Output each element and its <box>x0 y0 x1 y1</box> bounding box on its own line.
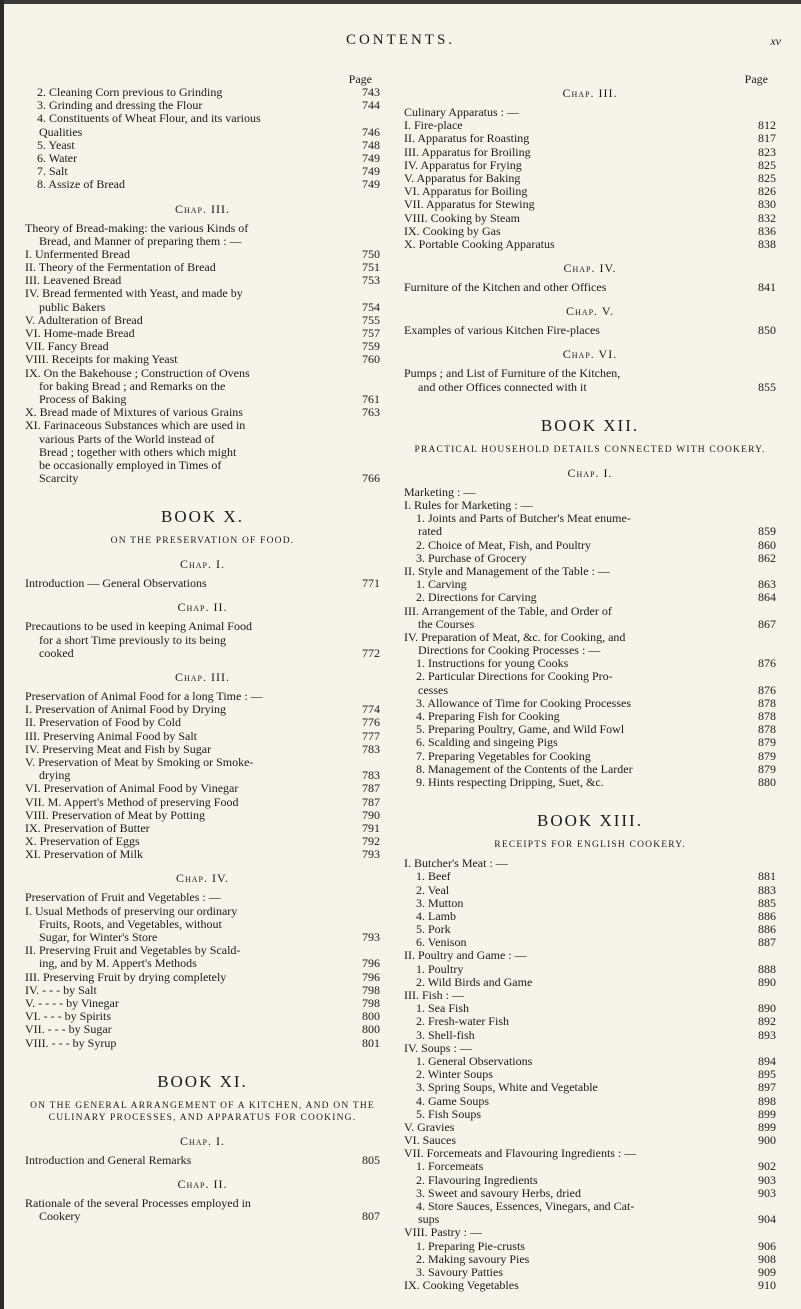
page-title: CONTENTS. <box>345 32 456 48</box>
toc-entry-title: Introduction — General Observations <box>25 576 207 591</box>
chapter-heading: Chap. III. <box>175 670 230 684</box>
toc-entry-title: Qualities <box>39 124 83 139</box>
toc-entry-page: 903 <box>758 1185 776 1200</box>
book-title: BOOK XIII. <box>537 811 643 831</box>
toc-entry-page: 772 <box>362 645 380 660</box>
page-column-label: Page <box>348 72 372 86</box>
toc-entry-page: 878 <box>758 709 776 723</box>
toc-entry-title: 3. Purchase of Grocery <box>416 550 527 565</box>
toc-entry-page: 903 <box>758 1172 776 1187</box>
toc-entry-page: 744 <box>362 98 380 113</box>
book-title: BOOK X. <box>161 507 244 527</box>
toc-group <box>25 620 380 660</box>
toc-entry-title: V. Gravies <box>404 1119 455 1134</box>
toc-entry-page: 774 <box>362 702 380 717</box>
toc-entry-page: 825 <box>758 157 776 172</box>
page-column-label: Page <box>744 72 768 86</box>
toc-entry-title: III. Preserving Fruit by drying completely <box>25 969 227 984</box>
toc-entry-title: Bread, and Manner of preparing them : — <box>39 233 242 248</box>
toc-entry-page: 766 <box>362 471 380 486</box>
toc-entry-title: III. Preserving Animal Food by Salt <box>25 728 197 743</box>
toc-entry-page: 783 <box>362 741 380 756</box>
toc-entry-title: VIII. Preservation of Meat by Potting <box>25 807 205 822</box>
toc-entry-title: VII. Forcemeats and Flavouring Ingredients : — <box>404 1146 637 1161</box>
toc-entry-title: Marketing : — <box>404 484 476 499</box>
toc-entry-title: IV. Soups : — <box>404 1040 472 1055</box>
toc-entry-title: VII. Fancy Bread <box>25 339 109 354</box>
toc-entry-page: 761 <box>362 391 380 406</box>
toc-entry-title: Examples of various Kitchen Fire-places <box>404 323 600 338</box>
toc-entry-page: 841 <box>758 280 776 295</box>
toc-entry-title: I. Unfermented Bread <box>25 246 130 261</box>
toc-entry-page: 883 <box>758 882 776 897</box>
toc-entry-title: 3. Savoury Patties <box>416 1264 503 1279</box>
toc-entry-title: 4. Lamb <box>416 908 456 923</box>
toc-entry <box>404 324 776 337</box>
toc-group <box>404 367 776 393</box>
toc-entry-title: 5. Yeast <box>37 137 75 152</box>
toc-entry-title: IV. Preserving Meat and Fish by Sugar <box>25 741 212 756</box>
toc-entry <box>404 910 776 923</box>
toc-entry-page: 812 <box>758 118 776 133</box>
toc-entry-page: 838 <box>758 236 776 251</box>
toc-entry-page: 899 <box>758 1119 776 1134</box>
toc-entry-page: 886 <box>758 922 776 937</box>
toc-entry-title: VIII. Pastry : — <box>404 1225 482 1240</box>
toc-entry-page: 887 <box>758 935 776 950</box>
toc-entry-page: 792 <box>362 834 380 849</box>
book-subtitle: PRACTICAL HOUSEHOLD DETAILS CONNECTED WITH COOKERY. <box>414 444 766 455</box>
chapter-heading: Chap. I. <box>179 1133 225 1148</box>
toc-entry-page: 825 <box>758 170 776 185</box>
toc-entry-page: 798 <box>362 995 380 1010</box>
toc-group <box>25 1154 380 1167</box>
toc-entry-page: 757 <box>362 326 380 340</box>
toc-entry-title: V. - - - - by Vinegar <box>25 995 119 1010</box>
right-column <box>404 72 776 1292</box>
toc-entry-title: II. Preserving Fruit and Vegetables by Scald- <box>25 943 241 958</box>
toc-entry-title: I. Usual Methods of preserving our ordinary <box>25 903 238 918</box>
toc-entry <box>25 178 380 191</box>
toc-entry-page: 878 <box>758 695 776 710</box>
toc-entry-page: 885 <box>758 895 776 910</box>
toc-entry-title: cooked <box>39 645 74 660</box>
toc-entry-page: 878 <box>758 722 776 737</box>
toc-entry-title: V. Adulteration of Bread <box>25 312 143 327</box>
toc-entry-title: Directions for Cooking Processes : — <box>418 643 601 658</box>
toc-entry-page: 894 <box>758 1053 776 1068</box>
toc-entry-title: 1. Joints and Parts of Butcher's Meat enume- <box>416 511 631 526</box>
toc-entry-title: Fruits, Roots, and Vegetables, without <box>39 916 222 931</box>
toc-entry-title: 1. Sea Fish <box>416 1001 470 1016</box>
chapter-heading: Chap. III. <box>175 201 230 216</box>
toc-group-intro <box>25 86 380 192</box>
toc-entry-page: 859 <box>758 524 776 539</box>
toc-entry-title: 2. Choice of Meat, Fish, and Poultry <box>416 537 591 552</box>
toc-entry-page: 755 <box>362 312 380 327</box>
toc-entry-page: 879 <box>758 748 776 763</box>
toc-entry-title: 5. Pork <box>416 922 451 937</box>
toc-entry-title: VIII. Cooking by Steam <box>404 210 520 225</box>
toc-group <box>404 106 776 251</box>
chapter-heading: Chap. IV. <box>175 871 230 886</box>
page-left-edge <box>0 0 4 1309</box>
toc-entry-title: II. Apparatus for Roasting <box>404 131 530 146</box>
toc-entry-title: II. Preservation of Food by Cold <box>25 715 181 730</box>
toc-entry-title: III. Leavened Bread <box>25 273 122 288</box>
toc-entry <box>25 848 380 861</box>
toc-entry-page: 855 <box>758 379 776 394</box>
toc-entry-title: VIII. Receipts for making Yeast <box>25 352 178 367</box>
toc-entry <box>404 1200 776 1213</box>
toc-entry-page: 790 <box>362 807 380 822</box>
toc-entry-title: Cookery <box>39 1209 81 1224</box>
toc-entry-page: 787 <box>362 781 380 796</box>
toc-entry <box>404 281 776 294</box>
chapter-heading: Chap. V. <box>566 304 614 319</box>
toc-entry-page: 793 <box>362 930 380 944</box>
toc-entry-page: 900 <box>758 1133 776 1148</box>
toc-entry-title: VI. Home-made Bread <box>25 326 135 340</box>
toc-entry-page: 863 <box>758 577 776 592</box>
toc-entry <box>25 126 380 139</box>
toc-entry-title: 3. Shell-fish <box>416 1027 475 1042</box>
toc-entry-page: 864 <box>758 590 776 605</box>
toc-entry <box>404 381 776 394</box>
toc-entry-page: 763 <box>362 405 380 420</box>
toc-entry-title: Preservation of Fruit and Vegetables : — <box>25 890 221 905</box>
toc-entry-title: 1. General Observations <box>416 1053 533 1068</box>
toc-entry-page: 759 <box>362 339 380 354</box>
toc-entry-title: II. Style and Management of the Table : — <box>404 563 610 578</box>
toc-entry-title: III. Apparatus for Broiling <box>404 144 531 159</box>
toc-entry-page: 832 <box>758 210 776 225</box>
toc-entry-title: IV. - - - by Salt <box>25 982 97 997</box>
toc-entry-title: 2. Particular Directions for Cooking Pro- <box>416 669 613 684</box>
toc-entry-page: 850 <box>758 323 776 338</box>
toc-entry-title: VIII. - - - by Syrup <box>25 1035 117 1050</box>
toc-group <box>25 1197 380 1223</box>
toc-entry-title: and other Offices connected with it <box>418 379 587 394</box>
toc-entry-title: X. Preservation of Eggs <box>25 834 140 849</box>
toc-entry-title: XI. Farinaceous Substances which are used in <box>25 418 246 433</box>
toc-entry-title: VI. - - - by Spirits <box>25 1009 111 1024</box>
chapter-heading: Chap. I. <box>567 465 613 480</box>
toc-entry-title: VII. Apparatus for Stewing <box>404 197 535 212</box>
toc-group-chap3 <box>25 222 380 486</box>
toc-entry-title: 3. Mutton <box>416 895 464 910</box>
toc-entry-page: 899 <box>758 1106 776 1121</box>
toc-entry-page: 749 <box>362 150 380 165</box>
toc-entry-title: 5. Fish Soups <box>416 1106 482 1121</box>
toc-entry <box>25 1154 380 1167</box>
toc-entry-page: 880 <box>758 774 776 789</box>
toc-entry-title: Scarcity <box>39 471 79 486</box>
toc-entry-page: 749 <box>362 164 380 179</box>
toc-entry-title: Sugar, for Winter's Store <box>39 930 158 944</box>
toc-entry-title: 3. Sweet and savoury Herbs, dried <box>416 1185 581 1200</box>
toc-entry-title: X. Portable Cooking Apparatus <box>404 236 555 251</box>
toc-entry <box>404 776 776 789</box>
toc-entry-page: 754 <box>362 299 380 314</box>
toc-entry-title: 4. Constituents of Wheat Flour, and its various <box>37 111 261 126</box>
toc-entry-title: ing, and by M. Appert's Methods <box>39 956 197 971</box>
book-subtitle: RECEIPTS FOR ENGLISH COOKERY. <box>494 840 686 851</box>
left-column <box>25 72 380 1223</box>
toc-entry-title: the Courses <box>418 616 475 631</box>
toc-entry <box>404 512 776 525</box>
toc-entry-title: III. Arrangement of the Table, and Order of <box>404 603 612 618</box>
toc-entry-title: 2. Fresh-water Fish <box>416 1014 509 1029</box>
toc-entry-title: 2. Making savoury Pies <box>416 1251 530 1266</box>
toc-entry-page: 908 <box>758 1251 776 1266</box>
toc-entry <box>404 1121 776 1134</box>
toc-entry-title: 6. Venison <box>416 935 467 950</box>
toc-entry-title: public Bakers <box>39 299 106 314</box>
toc-entry-title: Precautions to be used in keeping Animal Food <box>25 619 252 634</box>
toc-entry-page: 783 <box>362 768 380 783</box>
toc-entry-page: 826 <box>758 184 776 199</box>
toc-entry-page: 749 <box>362 177 380 192</box>
chapter-heading: Chap. II. <box>177 1176 228 1191</box>
toc-entry-page: 906 <box>758 1238 776 1253</box>
book-title: BOOK XI. <box>157 1071 248 1091</box>
toc-entry-title: 4. Game Soups <box>416 1093 489 1108</box>
toc-entry-title: Preservation of Animal Food for a long Time : — <box>25 689 263 703</box>
toc-entry-page: 898 <box>758 1093 776 1108</box>
toc-entry <box>404 670 776 683</box>
toc-entry-title: 1. Preparing Pie-crusts <box>416 1238 525 1253</box>
toc-entry-page: 909 <box>758 1264 776 1279</box>
toc-entry-title: sups <box>418 1212 440 1227</box>
toc-entry-title: IV. Bread fermented with Yeast, and made by <box>25 286 243 301</box>
toc-entry <box>404 897 776 910</box>
toc-entry <box>25 139 380 152</box>
toc-entry <box>25 1210 380 1223</box>
toc-entry-title: 8. Assize of Bread <box>37 177 125 192</box>
toc-entry-page: 791 <box>362 820 380 835</box>
toc-entry <box>404 1279 776 1292</box>
toc-entry-title: Culinary Apparatus : — <box>404 105 519 119</box>
toc-entry-title: 1. Carving <box>416 577 467 592</box>
toc-entry-page: 798 <box>362 982 380 997</box>
toc-entry-title: 3. Allowance of Time for Cooking Processes <box>416 695 631 710</box>
toc-entry-title: Rationale of the several Processes employed in <box>25 1195 251 1210</box>
toc-entry-title: Furniture of the Kitchen and other Offices <box>404 280 607 295</box>
toc-entry-page: 890 <box>758 1001 776 1016</box>
toc-entry-page: 801 <box>362 1035 380 1050</box>
toc-entry-page: 886 <box>758 908 776 923</box>
toc-entry-title: 2. Winter Soups <box>416 1067 493 1082</box>
toc-entry-page: 793 <box>362 847 380 862</box>
toc-entry-title: II. Theory of the Fermentation of Bread <box>25 260 216 275</box>
toc-entry-page: 805 <box>362 1152 380 1167</box>
toc-group <box>404 486 776 789</box>
toc-entry-page: 750 <box>362 246 380 261</box>
toc-entry-title: IX. Cooking by Gas <box>404 223 501 238</box>
toc-entry-page: 830 <box>758 197 776 212</box>
toc-entry-title: cesses <box>418 682 448 697</box>
toc-entry-title: various Parts of the World instead of <box>39 431 215 446</box>
toc-entry-page: 807 <box>362 1209 380 1224</box>
chapter-heading: Chap. II. <box>177 600 228 615</box>
toc-entry-title: for a short Time previously to its being <box>39 632 226 647</box>
toc-entry-title: 2. Wild Birds and Game <box>416 974 533 989</box>
toc-entry-page: 836 <box>758 223 776 238</box>
toc-entry-page: 904 <box>758 1212 776 1227</box>
toc-entry-title: be occasionally employed in Times of <box>39 457 222 472</box>
book-subtitle: ON THE GENERAL ARRANGEMENT OF A KITCHEN, AND ON THE CULINARY PROCESSES, AND APPARATUS FOR COOKING. <box>30 1100 375 1123</box>
toc-entry <box>25 756 380 769</box>
toc-entry-page: 800 <box>362 1009 380 1024</box>
toc-entry-title: 2. Veal <box>416 882 450 897</box>
toc-entry-title: XI. Preservation of Milk <box>25 847 143 862</box>
toc-entry-page: 823 <box>758 144 776 159</box>
toc-entry-title: 6. Scalding and singeing Pigs <box>416 735 558 750</box>
toc-entry-page: 892 <box>758 1014 776 1029</box>
toc-entry-page: 777 <box>362 728 380 743</box>
toc-entry-title: 8. Management of the Contents of the Larder <box>416 761 633 776</box>
toc-entry-page: 796 <box>362 956 380 971</box>
toc-entry <box>404 1108 776 1121</box>
toc-entry-title: 7. Salt <box>37 164 68 179</box>
toc-entry-page: 751 <box>362 260 380 275</box>
toc-entry-page: 876 <box>758 656 776 671</box>
page-number: xv <box>770 34 781 48</box>
toc-entry-title: Theory of Bread-making: the various Kinds of <box>25 220 249 235</box>
toc-entry-page: 800 <box>362 1022 380 1037</box>
toc-entry-title: Bread ; together with others which might <box>39 444 237 459</box>
toc-group <box>25 577 380 590</box>
toc-entry-page: 771 <box>362 576 380 591</box>
toc-group <box>404 281 776 294</box>
chapter-heading: Chap. IV. <box>563 261 617 276</box>
toc-entry-title: Introduction and General Remarks <box>25 1152 192 1167</box>
toc-entry-title: 1. Instructions for young Cooks <box>416 656 569 671</box>
toc-entry-title: VII. M. Appert's Method of preserving Food <box>25 794 239 809</box>
toc-entry-title: I. Butcher's Meat : — <box>404 856 508 871</box>
toc-entry-title: 4. Preparing Fish for Cooking <box>416 709 560 723</box>
page-header <box>0 32 801 56</box>
toc-entry-title: VI. Sauces <box>404 1133 456 1148</box>
toc-entry-title: IX. On the Bakehouse ; Construction of Ovens <box>25 365 250 380</box>
toc-entry-title: 4. Store Sauces, Essences, Vinegars, and Cat- <box>416 1199 635 1213</box>
toc-entry-page: 876 <box>758 682 776 697</box>
toc-entry-page: 860 <box>758 537 776 552</box>
toc-entry-title: IV. Preparation of Meat, &c. for Cooking, and <box>404 629 626 644</box>
toc-entry <box>404 870 776 883</box>
toc-entry-title: IV. Apparatus for Frying <box>404 157 522 172</box>
toc-group <box>25 690 380 861</box>
toc-entry <box>25 1037 380 1050</box>
toc-entry-page: 787 <box>362 794 380 809</box>
toc-entry-page: 888 <box>758 961 776 976</box>
toc-entry-page: 746 <box>362 124 380 139</box>
toc-entry-title: VII. - - - by Sugar <box>25 1022 112 1037</box>
toc-entry-page: 743 <box>362 85 380 99</box>
toc-entry-title: 3. Spring Soups, White and Vegetable <box>416 1080 598 1095</box>
toc-entry-page: 895 <box>758 1067 776 1082</box>
toc-entry-page: 902 <box>758 1159 776 1174</box>
toc-entry-title: II. Poultry and Game : — <box>404 948 527 963</box>
toc-entry-title: 6. Water <box>37 150 78 165</box>
toc-entry-page: 817 <box>758 131 776 146</box>
toc-entry-page: 760 <box>362 352 380 367</box>
toc-entry-title: 1. Poultry <box>416 961 464 976</box>
toc-group <box>404 857 776 1292</box>
toc-entry-title: 9. Hints respecting Dripping, Suet, &c. <box>416 774 604 789</box>
toc-entry-title: 1. Beef <box>416 869 451 884</box>
toc-entry <box>25 577 380 590</box>
toc-entry-title: III. Fish : — <box>404 988 464 1002</box>
toc-entry <box>25 472 380 485</box>
toc-entry-title: IX. Cooking Vegetables <box>404 1278 519 1293</box>
toc-entry-title: V. Preservation of Meat by Smoking or Smoke- <box>25 754 254 769</box>
toc-entry-title: V. Apparatus for Baking <box>404 170 521 185</box>
toc-entry-page: 890 <box>758 974 776 989</box>
toc-entry-page: 753 <box>362 273 380 288</box>
toc-entry-title: rated <box>418 524 442 539</box>
toc-entry-page: 867 <box>758 616 776 631</box>
toc-entry-title: 5. Preparing Poultry, Game, and Wild Fowl <box>416 722 625 737</box>
toc-entry-title: VI. Preservation of Animal Food by Vinegar <box>25 781 239 796</box>
toc-entry-title: VI. Apparatus for Boiling <box>404 184 528 199</box>
toc-group <box>25 891 380 1049</box>
toc-group <box>404 324 776 337</box>
toc-entry-title: Process of Baking <box>39 391 127 406</box>
toc-entry-title: drying <box>39 768 71 783</box>
page-top-edge <box>0 0 801 4</box>
toc-entry-page: 910 <box>758 1278 776 1293</box>
toc-entry-page: 862 <box>758 550 776 565</box>
toc-entry-title: X. Bread made of Mixtures of various Grains <box>25 405 243 420</box>
toc-entry-title: I. Rules for Marketing : — <box>404 498 533 512</box>
toc-entry-page: 879 <box>758 735 776 750</box>
chapter-heading: Chap. I. <box>179 557 225 572</box>
toc-entry-page: 897 <box>758 1080 776 1095</box>
toc-entry <box>25 152 380 165</box>
toc-entry-page: 879 <box>758 761 776 776</box>
toc-entry-title: 2. Flavouring Ingredients <box>416 1172 538 1187</box>
toc-entry-title: Pumps ; and List of Furniture of the Kitchen, <box>404 366 621 381</box>
toc-entry <box>25 647 380 660</box>
toc-entry-page: 893 <box>758 1027 776 1042</box>
book-title: BOOK XII. <box>540 415 640 435</box>
toc-entry <box>404 238 776 251</box>
toc-entry-title: 2. Cleaning Corn previous to Grinding <box>37 85 223 99</box>
toc-entry-page: 748 <box>362 137 380 152</box>
toc-entry-page: 776 <box>362 715 380 730</box>
chapter-heading: Chap. VI. <box>562 347 618 362</box>
toc-entry-page: 881 <box>758 869 776 884</box>
book-subtitle: ON THE PRESERVATION OF FOOD. <box>110 536 295 547</box>
toc-entry-title: IX. Preservation of Butter <box>25 820 150 835</box>
toc-entry-title: 2. Directions for Carving <box>416 590 537 605</box>
toc-entry-title: I. Fire-place <box>404 118 463 133</box>
toc-entry <box>25 634 380 647</box>
toc-entry <box>404 857 776 870</box>
chapter-heading: Chap. III. <box>562 86 618 100</box>
toc-entry-title: 3. Grinding and dressing the Flour <box>37 98 203 113</box>
toc-entry-title: I. Preservation of Animal Food by Drying <box>25 702 226 717</box>
toc-entry-title: 7. Preparing Vegetables for Cooking <box>416 748 591 763</box>
toc-entry-title: for baking Bread ; and Remarks on the <box>39 378 226 393</box>
toc-entry-title: 1. Forcemeats <box>416 1159 484 1174</box>
toc-entry-page: 796 <box>362 969 380 984</box>
